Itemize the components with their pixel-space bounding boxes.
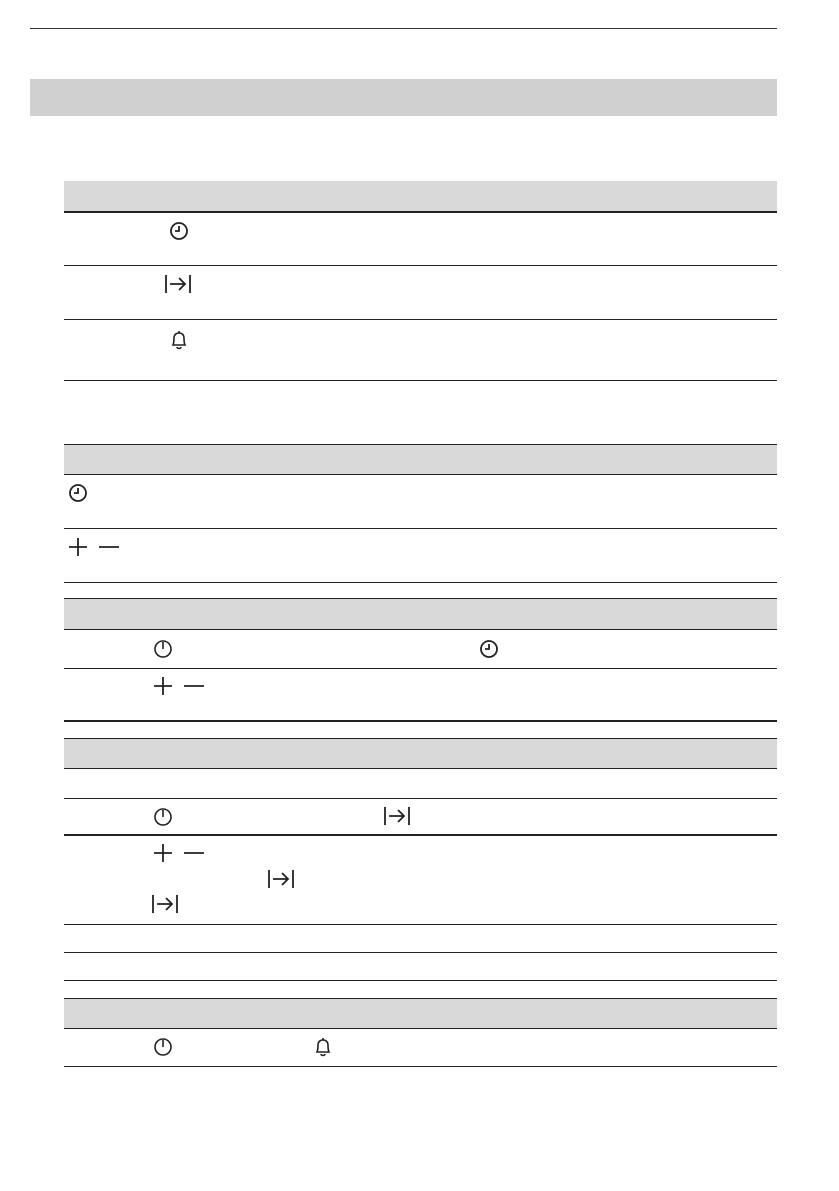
- plus-icon: [151, 842, 175, 864]
- minus-icon: [181, 675, 207, 697]
- top-rule: [30, 28, 777, 29]
- table-header: [64, 599, 777, 629]
- table-divider: [64, 265, 777, 266]
- table-header: [64, 445, 777, 474]
- table-divider: [64, 720, 777, 722]
- table-row: [64, 769, 777, 798]
- end-time-arrow-icon: [266, 868, 296, 890]
- section-title-bar: [30, 79, 777, 116]
- clock-icon: [67, 482, 89, 504]
- plus-icon: [66, 536, 90, 558]
- table-header: [64, 181, 777, 211]
- plus-icon: [151, 675, 175, 697]
- end-time-arrow-icon: [382, 805, 412, 827]
- clock-icon: [478, 638, 500, 660]
- table-divider: [64, 474, 777, 475]
- table-divider: [64, 528, 777, 529]
- table-divider: [64, 834, 777, 836]
- power-icon: [153, 806, 173, 828]
- table-divider: [64, 1028, 777, 1029]
- table-divider: [64, 668, 777, 669]
- table-divider: [64, 1066, 777, 1067]
- table-divider: [64, 798, 777, 799]
- table-header: [64, 999, 777, 1028]
- table-divider: [64, 380, 777, 381]
- clock-icon: [168, 220, 190, 242]
- bell-icon: [169, 329, 189, 351]
- minus-icon: [181, 842, 207, 864]
- bell-icon: [313, 1036, 333, 1058]
- table-header: [64, 739, 777, 768]
- table-divider: [64, 582, 777, 583]
- table-row: [64, 925, 777, 952]
- minus-icon: [96, 536, 122, 558]
- end-time-arrow-icon: [150, 893, 180, 915]
- table-divider: [64, 211, 777, 213]
- table-row: [64, 953, 777, 980]
- power-icon: [153, 638, 173, 660]
- table-divider: [64, 319, 777, 320]
- table-divider: [64, 980, 777, 981]
- power-icon: [153, 1036, 173, 1058]
- table-divider: [64, 629, 777, 630]
- end-time-arrow-icon: [163, 273, 193, 295]
